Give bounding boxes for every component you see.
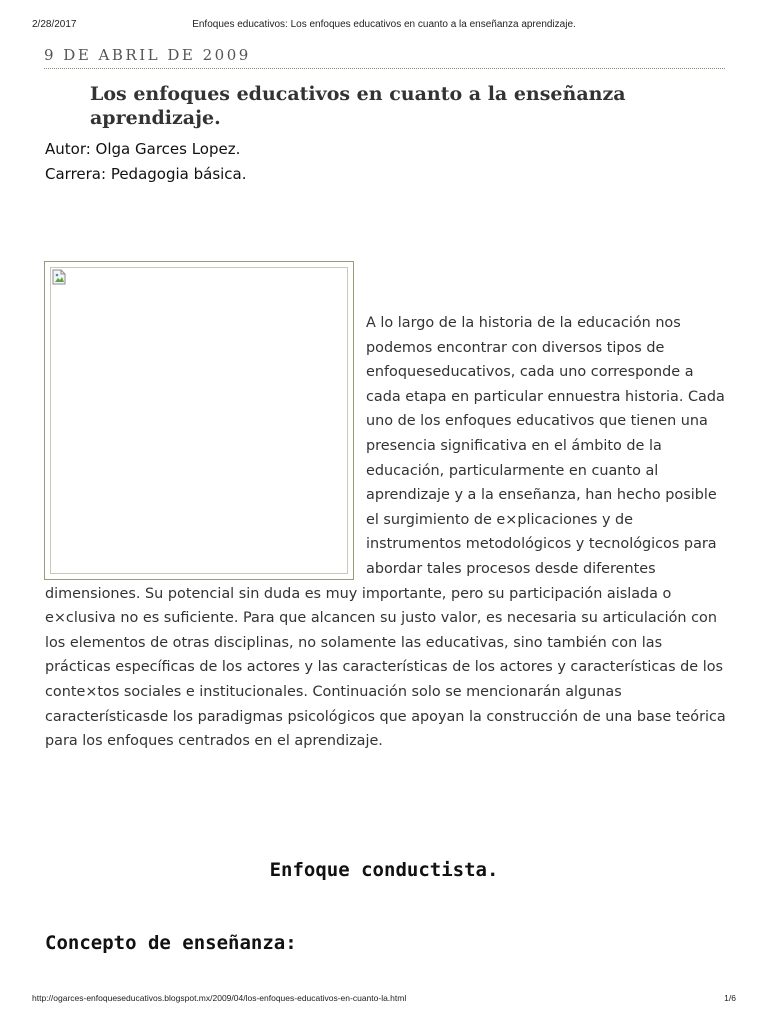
post-date: 9 DE ABRIL DE 2009 — [44, 46, 725, 69]
broken-image-icon — [52, 269, 66, 285]
career-line: Carrera: Pedagogia básica. — [45, 165, 247, 183]
print-date: 2/28/2017 — [32, 19, 77, 30]
post-title[interactable]: Los enfoques educativos en cuanto a la enseñanza aprendizaje. — [90, 83, 626, 129]
print-document-title: Enfoques educativos: Los enfoques educativos en cuanto a la enseñanza aprendizaje. — [192, 19, 576, 30]
print-header — [0, 0, 768, 30]
image-float-spacer — [45, 311, 366, 581]
post-body-text: A lo largo de la historia de la educación nos podemos encontrar con diversos tipos de enfoqueseducativos, cada uno corresponde a cada etapa en particular ennuestra historia. Cada uno de los enfoques educativos que tienen una presencia significativa en el ámbito de la educación, particularmente en cuanto al aprendizaje y a la enseñanza, han hecho posible el surgimiento de e×plicaciones y de instrumentos metodológicos y tecnológicos para abordar tales procesos desde diferentes dimensiones. Su potencial sin duda es muy importante, pero su participación aislada o e×clusiva no es suficiente. Para que alcancen su justo valor, es necesaria su articulación con los elementos de otras disciplinas, no solamente las educativas, sino también con las prácticas específicas de los actores y las características de los actores y características de los conte×tos sociales e institucionales. Continuación solo se mencionarán algunas característicasde los paradigmas psicológicos que apoyan la construcción de una base teórica para los enfoques centrados en el aprendizaje. — [45, 315, 726, 750]
page-number: 1/6 — [724, 993, 736, 1003]
section-heading: Enfoque conductista. — [269, 859, 499, 881]
post-body — [45, 311, 726, 754]
print-url: http://ogarces-enfoqueseducativos.blogspot.mx/2009/04/los-enfoques-educativos-en-cuanto-la.html — [32, 993, 407, 1003]
author-line: Autor: Olga Garces Lopez. — [45, 140, 241, 158]
print-footer — [0, 993, 768, 1013]
sub-heading: Concepto de enseñanza: — [45, 932, 297, 954]
